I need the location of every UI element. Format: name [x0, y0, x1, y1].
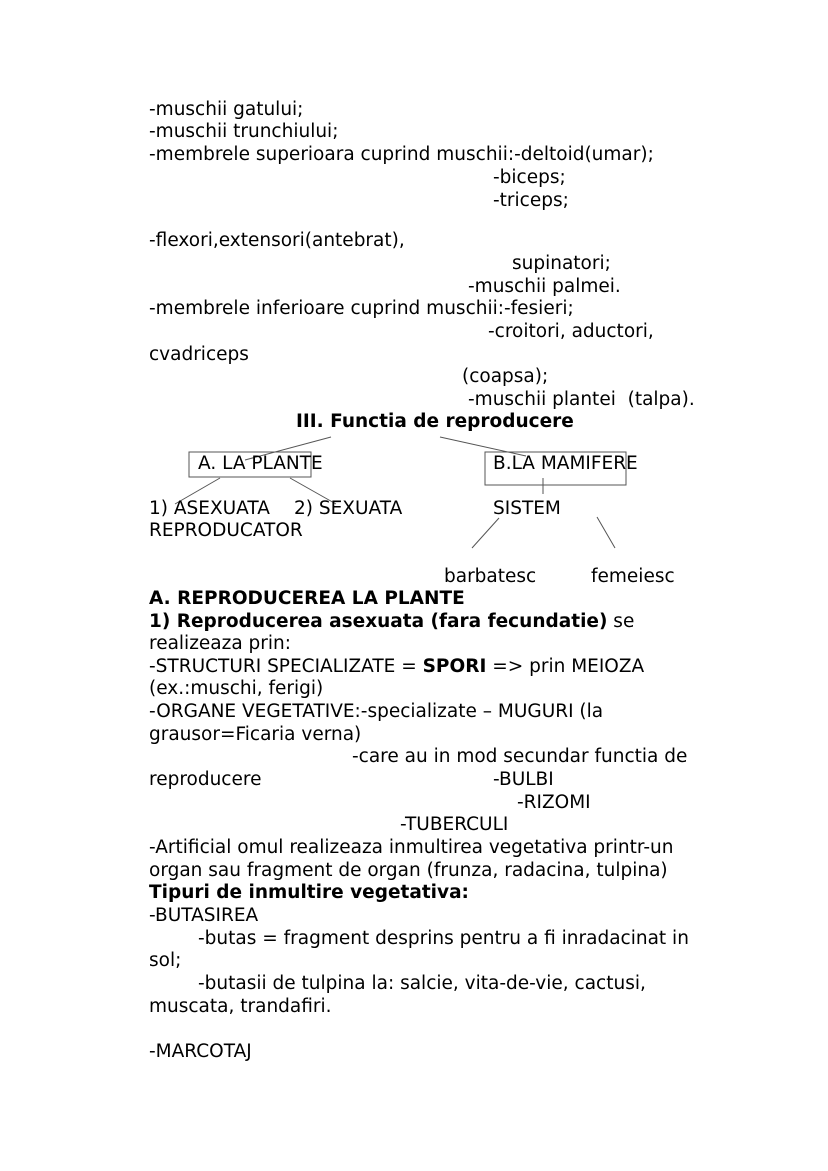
text-line: (ex.:muschi, ferigi) [149, 678, 324, 699]
text-line: -butasii de tulpina la: salcie, vita-de-vie, cactusi, [198, 973, 646, 994]
barbatesc-label: barbatesc [444, 566, 537, 587]
text-line: -croitori, aductori, [488, 321, 654, 342]
box-la-plante-label: A. LA PLANTE [198, 453, 323, 474]
sistem-to-femeiesc-line [597, 517, 615, 548]
subheading-asexuata [149, 611, 634, 634]
text-line: -BULBI [493, 769, 554, 790]
text-line: -membrele superioara cuprind muschii:-deltoid(umar); [149, 144, 654, 165]
text-line: sol; [149, 950, 182, 971]
text-line: -muschii gatului; [149, 99, 304, 120]
femeiesc-label: femeiesc [591, 566, 675, 587]
text-line: -butas = fragment desprins pentru a fi inradacinat in [198, 928, 689, 949]
text-line: -triceps; [493, 190, 569, 211]
text-line: -care au in mod secundar functia de [352, 746, 688, 767]
text-line: cvadriceps [149, 344, 249, 365]
text-line: realizeaza prin: [149, 633, 292, 654]
text-line: -TUBERCULI [400, 814, 509, 835]
section-title: III. Functia de reproducere [296, 411, 574, 432]
text-line: -membrele inferioare cuprind muschii:-fesieri; [149, 298, 574, 319]
text-line: (coapsa); [462, 366, 549, 387]
text-span: -STRUCTURI SPECIALIZATE = [149, 656, 423, 677]
subheading-rest: se [607, 611, 635, 632]
spori-bold: SPORI [422, 656, 487, 677]
sistem-to-barbatesc-line [472, 518, 499, 548]
text-line: -MARCOTAJ [149, 1041, 252, 1062]
subheading-bold: 1) Reproducerea asexuata (fara fecundatie) [149, 611, 608, 632]
heading-tipuri: Tipuri de inmultire vegetativa: [149, 882, 469, 903]
text-line: -biceps; [493, 167, 566, 188]
reproducator-label: REPRODUCATOR [149, 520, 303, 541]
heading-reproducerea: A. REPRODUCEREA LA PLANTE [149, 588, 465, 609]
text-line: -Artificial omul realizeaza inmultirea vegetativa printr-un [149, 837, 674, 858]
text-line: -muschii trunchiului; [149, 121, 339, 142]
text-line-spori [149, 656, 644, 679]
text-line: organ sau fragment de organ (frunza, radacina, tulpina) [149, 860, 668, 881]
text-line: -ORGANE VEGETATIVE:-specializate – MUGURI (la [149, 701, 604, 722]
sistem-label: SISTEM [493, 498, 561, 519]
text-line: supinatori; [512, 253, 611, 274]
text-line: muscata, trandafiri. [149, 996, 332, 1017]
text-span: => prin MEIOZA [486, 656, 645, 677]
sexuata-label: 2) SEXUATA [294, 498, 403, 519]
text-line: -flexori,extensori(antebrat), [149, 230, 405, 251]
text-line: -muschii palmei. [468, 276, 621, 297]
box-la-mamifere-label: B.LA MAMIFERE [493, 453, 638, 474]
text-line: -RIZOMI [517, 792, 591, 813]
text-line: reproducere [149, 769, 262, 790]
asexuata-label: 1) ASEXUATA [149, 498, 270, 519]
text-line: grausor=Ficaria verna) [149, 724, 362, 745]
text-line: -muschii plantei (talpa). [468, 389, 695, 410]
text-line: -BUTASIREA [149, 905, 259, 926]
